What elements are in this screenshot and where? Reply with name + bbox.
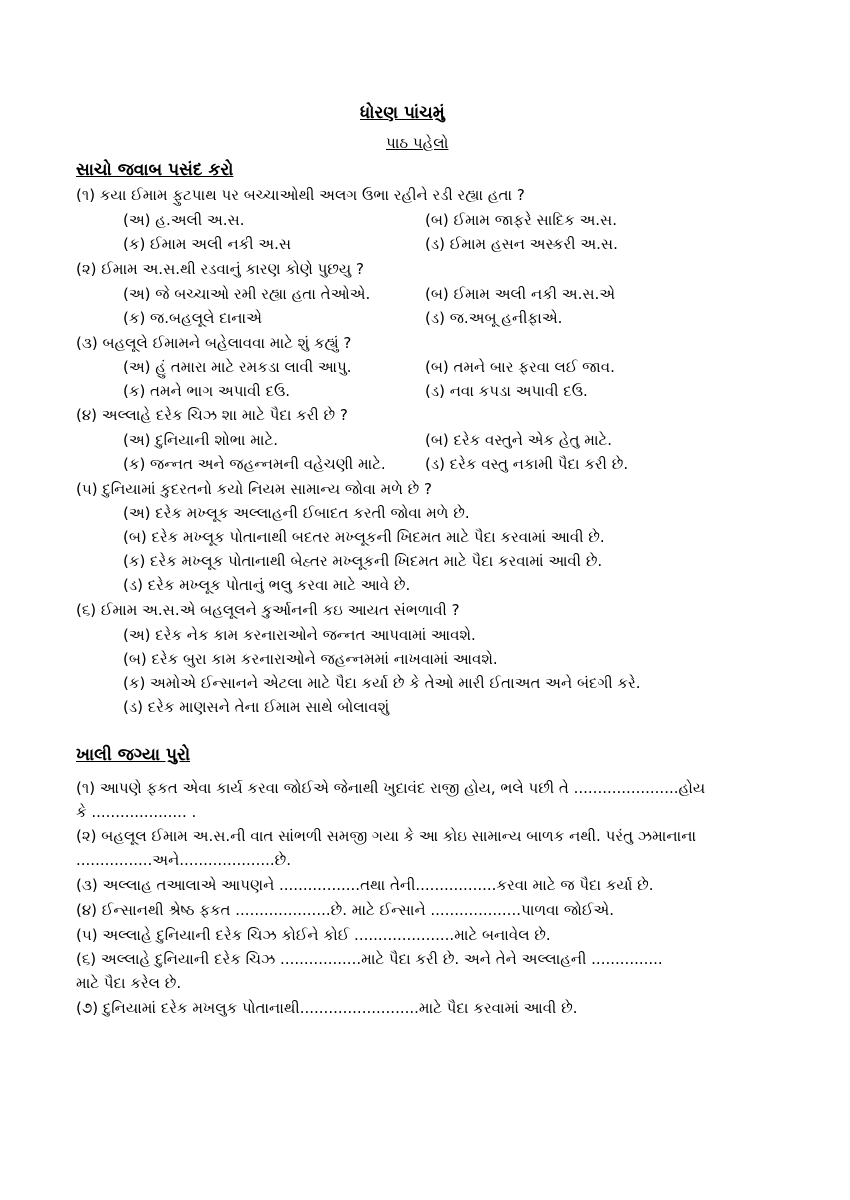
q1-option-c: (ક) ઈમામ અલી નકી અ.સ bbox=[123, 235, 292, 253]
q5-option-b: (બ) દરેક મખ્લૂક પોતાનાથી બદતર મખ્લૂકની ખિદમત માટે પૈદા કરવામાં આવી છે. bbox=[123, 528, 605, 546]
page-title: ધોરણ પાંચમું bbox=[360, 103, 445, 123]
q3-option-a: (અ) હું તમારા માટે રમકડા લાવી આપુ. bbox=[123, 358, 352, 376]
fill-line-2-cont: ................અને....................છે. bbox=[76, 851, 292, 869]
fill-line-6: (૬) અલ્લાહે દુનિયાની દરેક ચિઝ .................માટે પૈદા કરી છે. અને તેને અલ્લાહની ............... bbox=[76, 950, 663, 968]
fill-line-4: (૪) ઈન્સાનથી શ્રેષ્ઠ ફકત ....................છે. માટે ઈન્સાને ...................પાળવા જોઈએ. bbox=[76, 901, 614, 919]
q2-option-d: (ડ) જ.અબૂ હનીફાએ. bbox=[425, 309, 563, 327]
q6-option-d: (ડ) દરેક માણસને તેના ઈમામ સાથે બોલાવશું bbox=[123, 698, 390, 716]
q5-option-a: (અ) દરેક મખ્લૂક અલ્લાહની ઈબાદત કરતી જોવા મળે છે. bbox=[123, 504, 470, 522]
q2-option-b: (બ) ઈમામ અલી નકી અ.સ.એ bbox=[425, 285, 616, 303]
q1-option-b: (બ) ઈમામ જાફરે સાદિક અ.સ. bbox=[425, 211, 617, 229]
q6-option-c: (ક) અમોએ ઈન્સાનને એટલા માટે પૈદા કર્યા છે કે તેઓ મારી ઈતાઅત અને બંદગી કરે. bbox=[123, 674, 641, 692]
question-2: (૨) ઈમામ અ.સ.થી રડવાનું કારણ કોણે પુછયુ ? bbox=[76, 260, 364, 278]
fill-line-2: (૨) બહલૂલ ઈમામ અ.સ.ની વાત સાંભળી સમજી ગયા કે આ કોઇ સામાન્ય બાળક નથી. પરંતુ ઝમાનાના bbox=[76, 827, 697, 845]
q5-option-d: (ડ) દરેક મખ્લૂક પોતાનું ભલુ કરવા માટે આવે છે. bbox=[123, 576, 411, 594]
question-4: (૪) અલ્લાહે દરેક ચિઝ શા માટે પૈદા કરી છે ? bbox=[76, 406, 348, 424]
question-5: (૫) દુનિયામાં કુદરતનો કયો નિયમ સામાન્ય જોવા મળે છે ? bbox=[76, 480, 433, 498]
q4-option-a: (અ) દુનિયાની શોભા માટે. bbox=[123, 431, 278, 449]
question-3: (૩) બહલૂલે ઈમામને બહેલાવવા માટે શું કહ્યું ? bbox=[76, 334, 352, 352]
fill-line-3: (૩) અલ્લાહ તઆલાએ આપણને .................તથા તેની.................કરવા માટે જ પૈદા કર્યા છે. bbox=[76, 876, 654, 894]
fill-line-6-cont: માટે પૈદા કરેલ છે. bbox=[76, 974, 182, 992]
q4-option-b: (બ) દરેક વસ્તુને એક હેતુ માટે. bbox=[425, 431, 612, 449]
fill-line-1-cont: કે .................... . bbox=[76, 803, 197, 821]
q5-option-c: (ક) દરેક મખ્લૂક પોતાનાથી બેહ્તર મખ્લૂકની ખિદમત માટે પૈદા કરવામાં આવી છે. bbox=[123, 552, 603, 570]
mcq-heading: સાચો જવાબ પસંદ કરો bbox=[76, 160, 234, 180]
q3-option-b: (બ) તમને બાર ફરવા લઈ જાવ. bbox=[425, 358, 615, 376]
page-subtitle: પાઠ પહેલો bbox=[386, 134, 449, 152]
q4-option-c: (ક) જન્નત અને જહન્નમની વહેચણી માટે. bbox=[123, 455, 386, 473]
q6-option-a: (અ) દરેક નેક કામ કરનારાઓને જન્નત આપવામાં આવશે. bbox=[123, 626, 476, 644]
fill-heading: ખાલી જગ્યા પુરો bbox=[76, 745, 191, 765]
fill-line-7: (૭) દુનિયામાં દરેક મખલુક પોતાનાથી.........................માટે પૈદા કરવામાં આવી છે. bbox=[76, 999, 578, 1017]
question-1: (૧) કયા ઈમામ ફુટપાથ પર બચ્ચાઓથી અલગ ઉભા રહીને રડી રહ્યા હતા ? bbox=[76, 186, 525, 204]
question-6: (૬) ઈમામ અ.સ.એ બહલૂલને કુર્આનની કઇ આયત સંભળાવી ? bbox=[76, 601, 460, 619]
q3-option-c: (ક) તમને ભાગ અપાવી દઉ. bbox=[123, 382, 291, 400]
q4-option-d: (ડ) દરેક વસ્તુ નકામી પૈદા કરી છે. bbox=[425, 455, 629, 473]
fill-line-5: (૫) અલ્લાહે દુનિયાની દરેક ચિઝ કોઈને કોઈ .....................માટે બનાવેલ છે. bbox=[76, 926, 551, 944]
q3-option-d: (ડ) નવા કપડા અપાવી દઉ. bbox=[425, 382, 588, 400]
q1-option-d: (ડ) ઈમામ હસન અસ્કરી અ.સ. bbox=[425, 235, 618, 253]
fill-line-1: (૧) આપણે ફકત એવા કાર્ય કરવા જોઈએ જેનાથી ખુદાવંદ રાજી હોય, ભલે પછી તે ......................હોય bbox=[76, 779, 706, 797]
q6-option-b: (બ) દરેક બુરા કામ કરનારાઓને જહન્નમમાં નાખવામાં આવશે. bbox=[123, 650, 498, 668]
q2-option-a: (અ) જે બચ્ચાઓ રમી રહ્યા હતા તેઓએ. bbox=[123, 285, 371, 303]
q1-option-a: (અ) હ.અલી અ.સ. bbox=[123, 211, 245, 229]
q2-option-c: (ક) જ.બહલૂલે દાનાએ bbox=[123, 309, 262, 327]
